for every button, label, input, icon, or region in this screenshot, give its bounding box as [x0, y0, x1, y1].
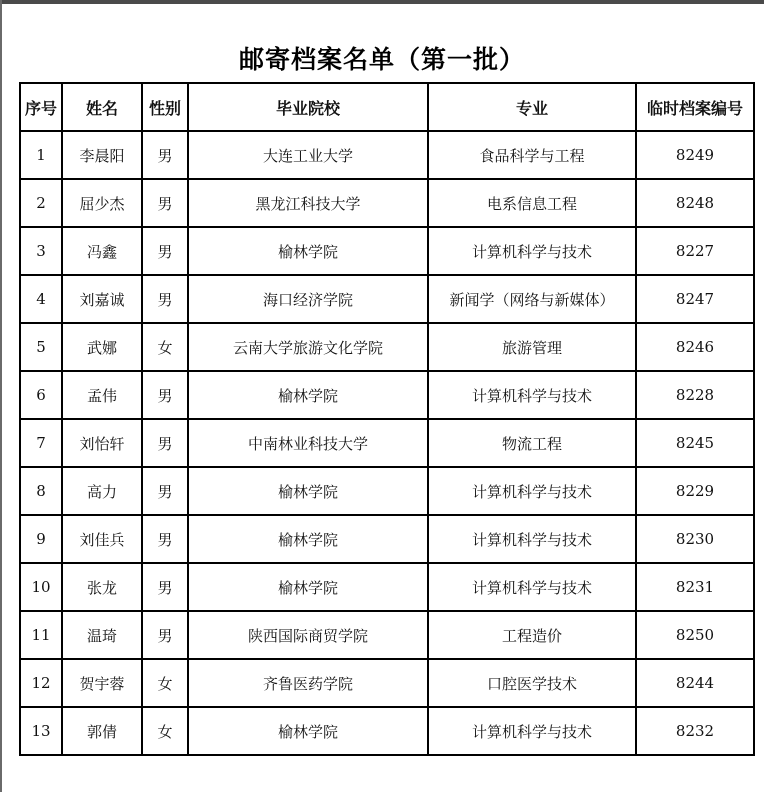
cell-school: 榆林学院: [188, 371, 428, 419]
cell-school: 陕西国际商贸学院: [188, 611, 428, 659]
table-row: [20, 419, 754, 467]
cell-gender: 女: [142, 659, 188, 707]
header-index: 序号: [20, 83, 62, 131]
cell-name: 冯鑫: [62, 227, 142, 275]
table-row: [20, 467, 754, 515]
cell-school: 中南林业科技大学: [188, 419, 428, 467]
cell-major: 计算机科学与技术: [428, 563, 636, 611]
cell-name: 贺宇蓉: [62, 659, 142, 707]
cell-archive-number: 8230: [636, 515, 754, 563]
cell-name: 郭倩: [62, 707, 142, 755]
cell-school: 齐鲁医药学院: [188, 659, 428, 707]
header-archive-number: 临时档案编号: [636, 83, 754, 131]
cell-index: 8: [20, 467, 62, 515]
header-major: 专业: [428, 83, 636, 131]
cell-index: 2: [20, 179, 62, 227]
cell-name: 刘怡轩: [62, 419, 142, 467]
cell-gender: 男: [142, 467, 188, 515]
cell-name: 武娜: [62, 323, 142, 371]
cell-gender: 男: [142, 419, 188, 467]
cell-archive-number: 8231: [636, 563, 754, 611]
cell-name: 李晨阳: [62, 131, 142, 179]
table-body: [20, 131, 754, 755]
cell-school: 榆林学院: [188, 467, 428, 515]
document-title: 邮寄档案名单（第一批）: [238, 45, 525, 74]
cell-gender: 男: [142, 227, 188, 275]
cell-archive-number: 8249: [636, 131, 754, 179]
cell-name: 刘佳兵: [62, 515, 142, 563]
table-row: [20, 227, 754, 275]
header-name: 姓名: [62, 83, 142, 131]
cell-gender: 男: [142, 275, 188, 323]
cell-name: 温琦: [62, 611, 142, 659]
cell-index: 10: [20, 563, 62, 611]
cell-index: 11: [20, 611, 62, 659]
cell-major: 电系信息工程: [428, 179, 636, 227]
table-row: [20, 179, 754, 227]
cell-archive-number: 8229: [636, 467, 754, 515]
table-row: [20, 323, 754, 371]
cell-school: 榆林学院: [188, 707, 428, 755]
cell-archive-number: 8227: [636, 227, 754, 275]
cell-major: 计算机科学与技术: [428, 707, 636, 755]
cell-major: 口腔医学技术: [428, 659, 636, 707]
archive-list-table: [19, 82, 755, 756]
cell-name: 张龙: [62, 563, 142, 611]
cell-major: 新闻学（网络与新媒体）: [428, 275, 636, 323]
cell-archive-number: 8244: [636, 659, 754, 707]
cell-gender: 男: [142, 515, 188, 563]
cell-index: 1: [20, 131, 62, 179]
cell-index: 7: [20, 419, 62, 467]
cell-gender: 男: [142, 131, 188, 179]
cell-gender: 女: [142, 323, 188, 371]
cell-school: 海口经济学院: [188, 275, 428, 323]
cell-index: 3: [20, 227, 62, 275]
cell-index: 13: [20, 707, 62, 755]
cell-archive-number: 8246: [636, 323, 754, 371]
cell-gender: 男: [142, 563, 188, 611]
cell-major: 物流工程: [428, 419, 636, 467]
cell-school: 榆林学院: [188, 515, 428, 563]
cell-major: 工程造价: [428, 611, 636, 659]
cell-gender: 女: [142, 707, 188, 755]
cell-index: 12: [20, 659, 62, 707]
header-gender: 性别: [142, 83, 188, 131]
cell-archive-number: 8248: [636, 179, 754, 227]
cell-school: 榆林学院: [188, 563, 428, 611]
cell-index: 5: [20, 323, 62, 371]
cell-school: 榆林学院: [188, 227, 428, 275]
table-row: [20, 275, 754, 323]
cell-archive-number: 8247: [636, 275, 754, 323]
cell-archive-number: 8250: [636, 611, 754, 659]
cell-gender: 男: [142, 179, 188, 227]
cell-gender: 男: [142, 611, 188, 659]
cell-archive-number: 8232: [636, 707, 754, 755]
cell-name: 刘嘉诚: [62, 275, 142, 323]
table-row: [20, 563, 754, 611]
cell-major: 计算机科学与技术: [428, 371, 636, 419]
header-school: 毕业院校: [188, 83, 428, 131]
cell-index: 4: [20, 275, 62, 323]
cell-major: 计算机科学与技术: [428, 227, 636, 275]
cell-archive-number: 8245: [636, 419, 754, 467]
cell-school: 黑龙江科技大学: [188, 179, 428, 227]
cell-major: 食品科学与工程: [428, 131, 636, 179]
window-top-border: [0, 0, 764, 4]
cell-major: 计算机科学与技术: [428, 515, 636, 563]
table-row: [20, 611, 754, 659]
table-header-row: [20, 83, 754, 131]
cell-name: 屈少杰: [62, 179, 142, 227]
window-left-border: [0, 0, 2, 792]
cell-name: 高力: [62, 467, 142, 515]
table-row: [20, 371, 754, 419]
table-row: [20, 131, 754, 179]
cell-index: 6: [20, 371, 62, 419]
table-row: [20, 707, 754, 755]
cell-school: 云南大学旅游文化学院: [188, 323, 428, 371]
cell-index: 9: [20, 515, 62, 563]
cell-gender: 男: [142, 371, 188, 419]
cell-school: 大连工业大学: [188, 131, 428, 179]
cell-archive-number: 8228: [636, 371, 754, 419]
table-row: [20, 515, 754, 563]
cell-major: 计算机科学与技术: [428, 467, 636, 515]
cell-major: 旅游管理: [428, 323, 636, 371]
cell-name: 孟伟: [62, 371, 142, 419]
table-row: [20, 659, 754, 707]
